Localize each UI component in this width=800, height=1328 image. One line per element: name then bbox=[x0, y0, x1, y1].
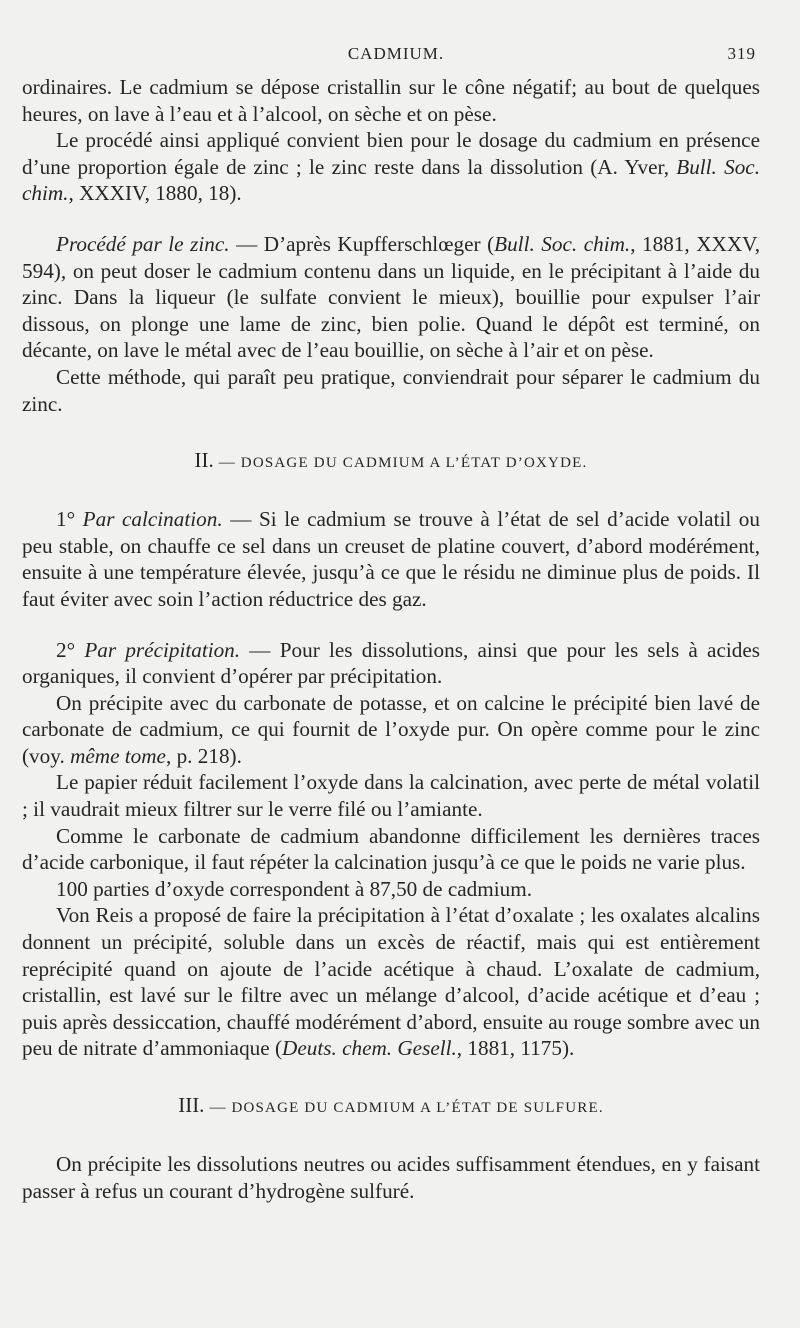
citation-journal: Deuts. chem. Gesell. bbox=[282, 1036, 457, 1061]
paragraph-methode: Cette méthode, qui paraît peu pratique, conviendrait pour séparer le cadmium du zinc. bbox=[22, 364, 760, 416]
section-heading-sulfure: III. — DOSAGE DU CADMIUM A L’ÉTAT DE SULFURE. bbox=[178, 1093, 604, 1117]
paragraph-calcination: 1° Par calcination. — Si le cadmium se trouve à l’état de sel d’acide volatil ou peu stable, on chauffe ce sel dans un creuset de platine couvert, d’abord modérément, ensuite à une température élevée, jusqu’à ce que le résidu ne diminue plus de poids. Il faut éviter avec soin l’action réductrice des gaz. bbox=[22, 507, 760, 611]
paragraph-procede-zinc: Procédé par le zinc. — D’après Kupfferschlœger (Bull. Soc. chim., 1881, XXXV, 594), on peut doser le cadmium contenu dans un liquide, en le précipitant à l’aide du zinc. Dans la liqueur (le sulfate convient le mieux), bouillie pour expulser l’air dissous, on plonge une lame de zinc, bien polie. Quand le dépôt est terminé, on décante, on lave le métal avec de l’eau bouillie, on sèche à l’air et on pèse. bbox=[22, 231, 760, 363]
page-number: 319 bbox=[727, 44, 756, 63]
paragraph-hydrogene-sulfure: On précipite les dissolutions neutres ou acides suffisamment étendues, en y faisant passer à refus un courant d’hydrogène sulfuré. bbox=[22, 1152, 760, 1203]
paragraph-title: Par précipitation. bbox=[84, 637, 241, 662]
section-heading-oxyde: II. — DOSAGE DU CADMIUM A L’ÉTAT D’OXYDE. bbox=[194, 448, 588, 473]
paragraph-title: Par calcination. bbox=[82, 507, 223, 532]
paragraph-carbonate-cadmium: Comme le carbonate de cadmium abandonne difficilement les dernières traces d’acide carbonique, il faut répéter la calcination jusqu’à ce que le poids ne varie plus. bbox=[22, 823, 760, 875]
citation-journal: Bull. Soc. chim. bbox=[22, 154, 760, 206]
paragraph-correspondance: 100 parties d’oxyde correspondent à 87,50 de cadmium. bbox=[56, 876, 532, 901]
running-header bbox=[22, 44, 760, 74]
paragraph-von-reis: Von Reis a proposé de faire la précipitation à l’état d’oxalate ; les oxalates alcalins donnent un précipité, soluble dans un excès de réactif, mais qui est entièrement reprécipité quand on ajoute de l’acide acétique à chaud. L’oxalate de cadmium, cristallin, est lavé sur le filtre avec un mélange d’alcool, d’acide acétique et d’eau ; puis après dessiccation, chauffé modérément d’abord, ensuite au rouge sombre avec un peu de nitrate d’ammoniaque (Deuts. chem. Gesell., 1881, 1175). bbox=[22, 903, 760, 1061]
paragraph-continuation: ordinaires. Le cadmium se dépose cristallin sur le cône négatif; au bout de quelques heures, on lave à l’eau et à l’alcool, on sèche et on pèse. bbox=[22, 75, 760, 126]
paragraph-papier: Le papier réduit facilement l’oxyde dans la calcination, avec perte de métal volatil ; il vaudrait mieux filtrer sur le verre filé ou l’amiante. bbox=[22, 770, 760, 822]
paragraph-precipitation: 2° Par précipitation. — Pour les dissolutions, ainsi que pour les sels à acides organiques, il convient d’opérer par précipitation. bbox=[22, 637, 760, 689]
paragraph-yver: Le procédé ainsi appliqué convient bien pour le dosage du cadmium en présence d’une proportion égale de zinc ; le zinc reste dans la dissolution (A. Yver, Bull. Soc. chim., XXXIV, 1880, 18). bbox=[22, 128, 760, 206]
citation-journal: Bull. Soc. chim. bbox=[494, 231, 631, 256]
running-title: CADMIUM. bbox=[347, 44, 445, 63]
paragraph-carbonate-potasse: On précipite avec du carbonate de potasse, et on calcine le précipité bien lavé de carbonate de cadmium, ce qui fournit de l’oxyde pur. On opère comme pour le zinc (voy. même tome, p. 218). bbox=[22, 690, 760, 768]
paragraph-title: Procédé par le zinc. bbox=[56, 231, 230, 256]
citation-reference: même tome bbox=[70, 743, 166, 768]
